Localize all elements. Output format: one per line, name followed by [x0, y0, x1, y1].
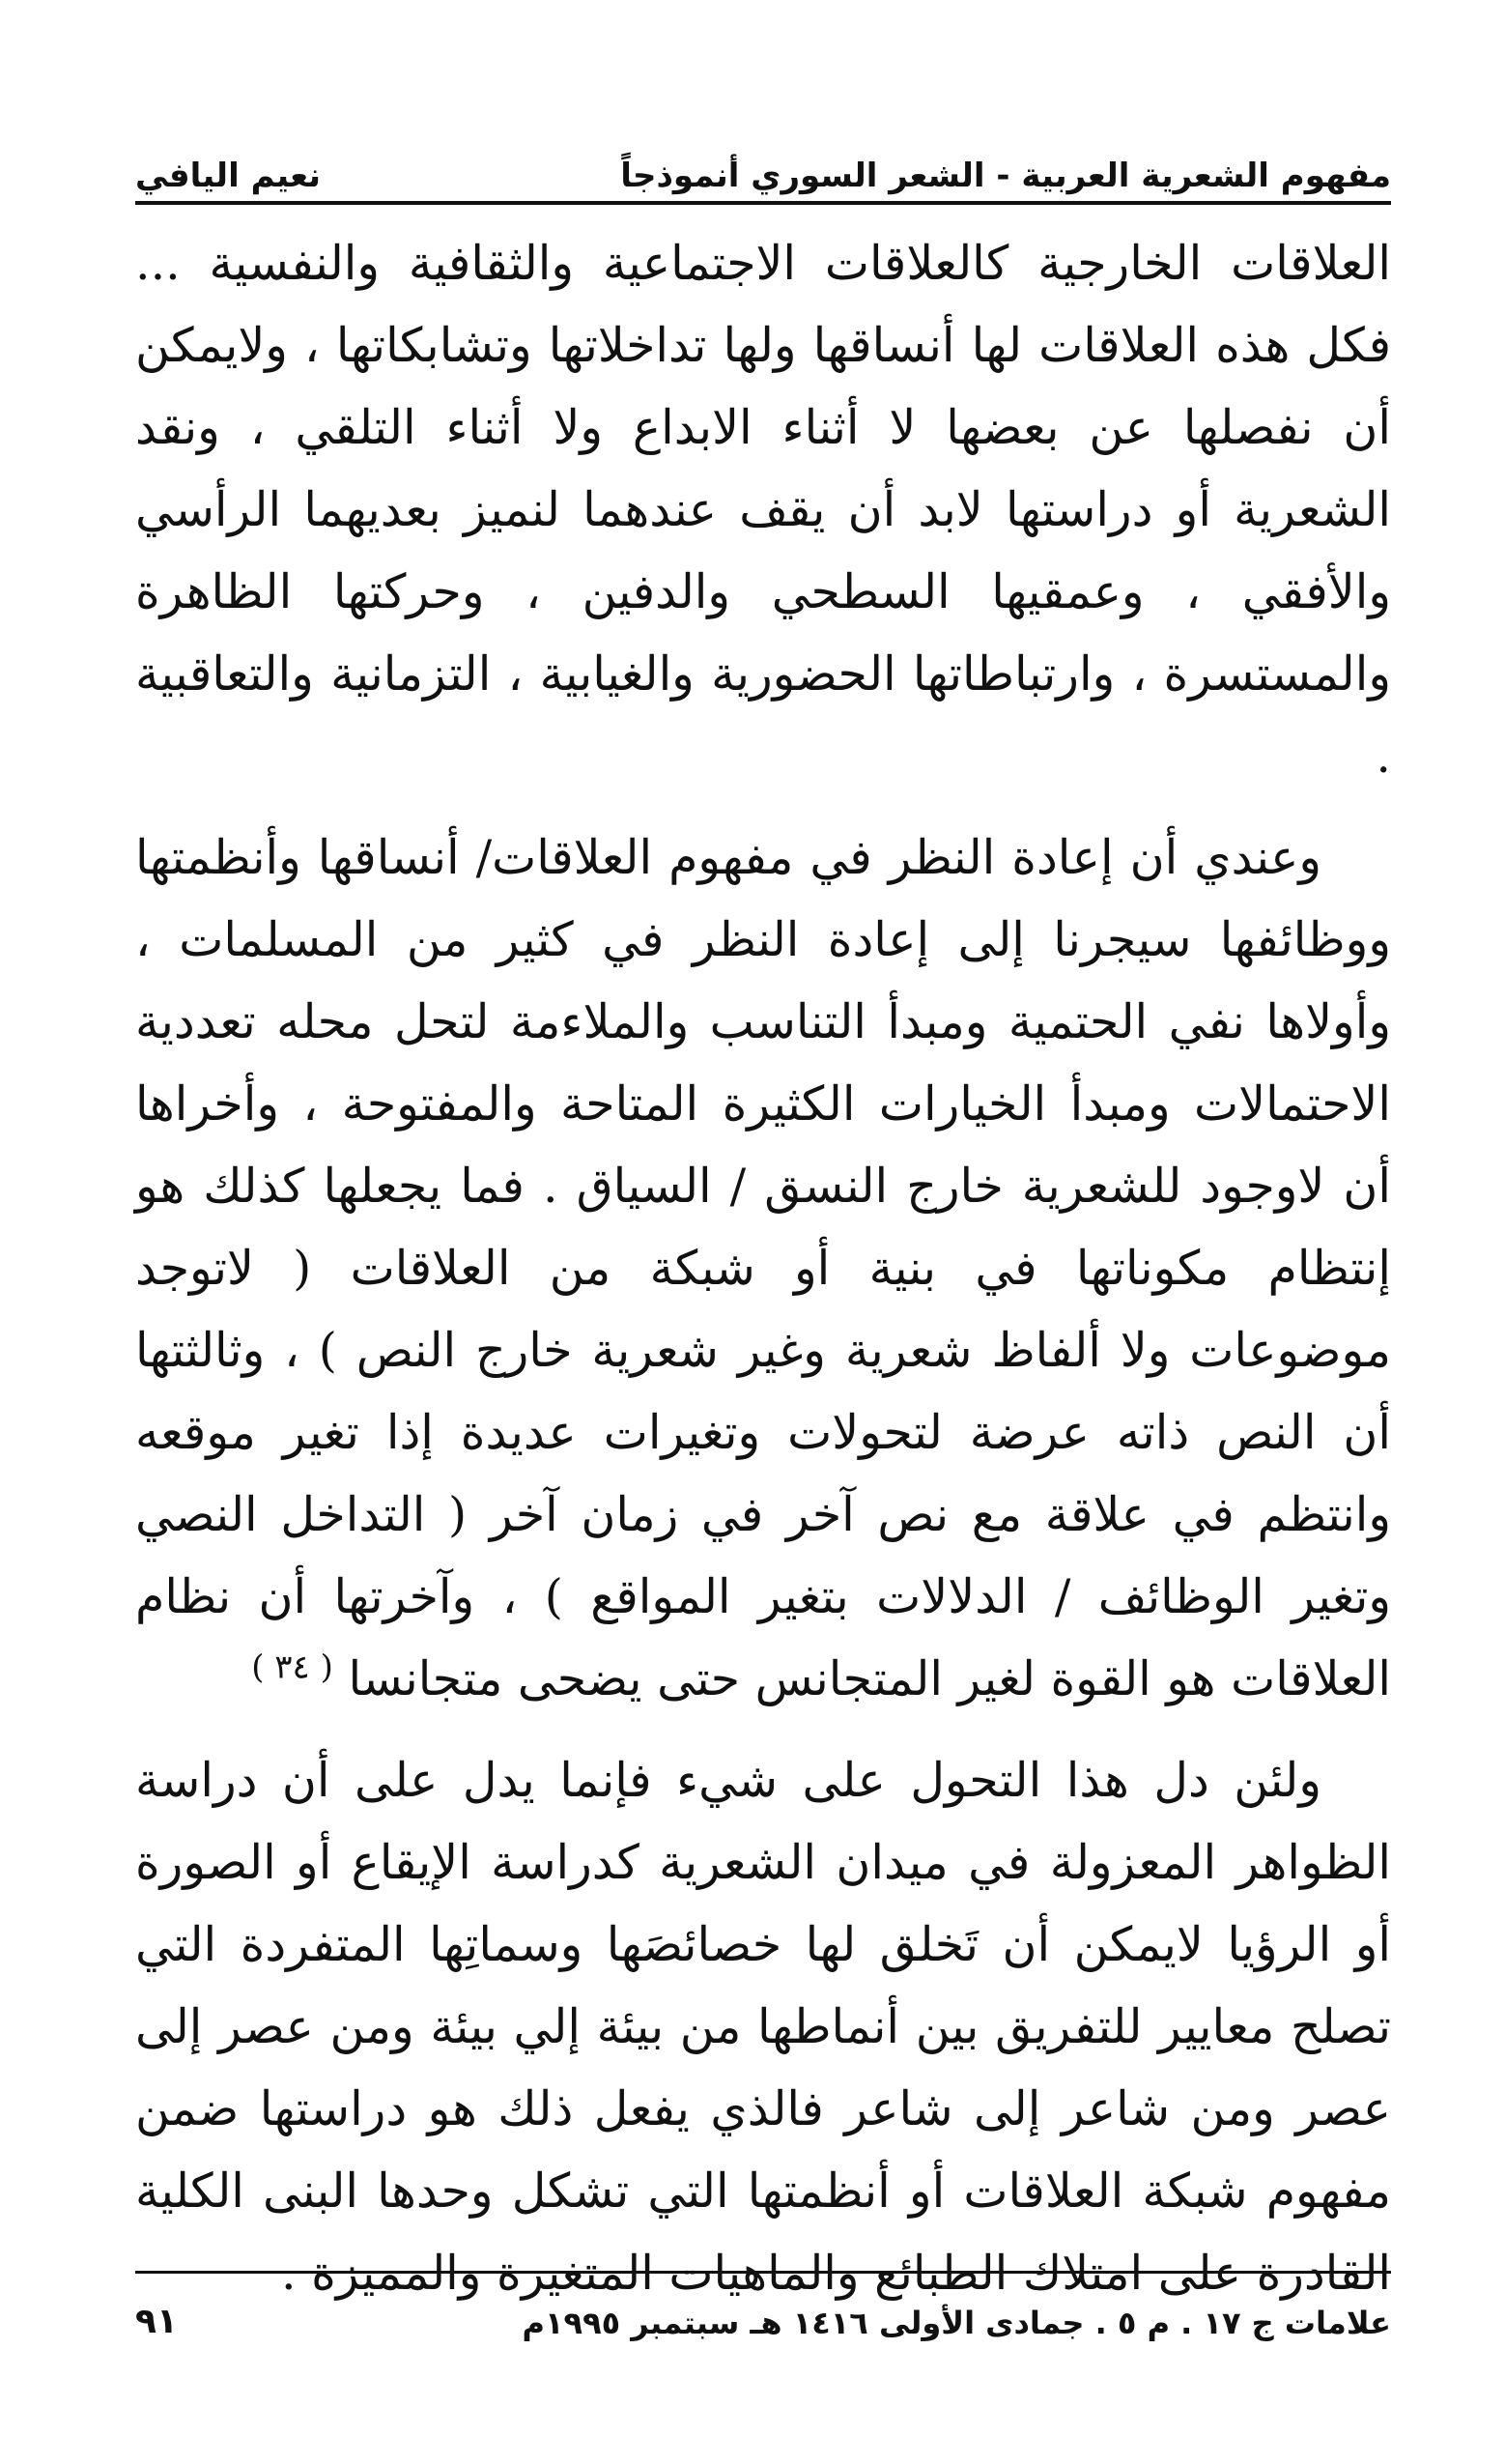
document-page: [135, 126, 1391, 2348]
paragraph-1: [135, 222, 1391, 797]
header-title: مفهوم الشعرية العربية - الشعر السوري أنموذجاً: [620, 157, 1391, 195]
paragraph-3-text: ولئن دل هذا التحول على شيء فإنما يدل على أن دراسة الظواهر المعزولة في ميدان الشعرية كدراسة الإيقاع أو الصورة أو الرؤيا لايمكن أن تَخلق لها خصائصَها وسماتِها المتفردة التي تصلح معايير للتفريق بين أنماطها من بيئة إلي بيئة ومن عصر إلى عصر ومن شاعر إلى شاعر فالذي يفعل ذلك هو دراستها ضمن مفهوم شبكة العلاقات أو أنظمتها التي تشكل وحدها البنى الكلية القادرة على امتلاك الطبائع والماهيات المتغيرة والمميزة .: [135, 1753, 1391, 2301]
paragraph-3: [135, 1739, 1391, 2314]
footnote-reference: ( ٣٤ ): [251, 1647, 333, 1687]
body-text: [135, 222, 1391, 2314]
paragraph-1-text: العلاقات الخارجية كالعلاقات الاجتماعية والثقافية والنفسية ... فكل هذه العلاقات لها أنساقها ولها تداخلاتها وتشابكاتها ، ولايمكن أن نفصلها عن بعضها لا أثناء الابداع ولا أثناء التلقي ، ونقد الشعرية أو دراستها لابد أن يقف عندهما لنميز بعديهما الرأسي والأفقي ، وعمقيها السطحي والدفين ، وحركتها الظاهرة والمستسرة ، وارتباطاتها الحضورية والغيابية ، التزمانية والتعاقبية .: [135, 236, 1391, 784]
paragraph-2: [135, 817, 1391, 1720]
page-number: ٩١: [135, 2302, 178, 2341]
running-footer: [135, 2271, 1391, 2341]
paragraph-2-text: وعندي أن إعادة النظر في مفهوم العلاقات/ أنساقها وأنظمتها ووظائفها سيجرنا إلى إعادة النظر في كثير من المسلمات ، وأولاها نفي الحتمية ومبدأ التناسب والملاءمة لتحل محله تعددية الاحتمالات ومبدأ الخيارات الكثيرة المتاحة والمفتوحة ، وأخراها أن لاوجود للشعرية خارج النسق / السياق . فما يجعلها كذلك هو إنتظام مكوناتها في بنية أو شبكة من العلاقات ( لاتوجد موضوعات ولا ألفاظ شعرية وغير شعرية خارج النص ) ، وثالثتها أن النص ذاته عرضة لتحولات وتغيرات عديدة إذا تغير موقعه وانتظم في علاقة مع نص آخر في زمان آخر ( التداخل النصي وتغير الوظائف / الدلالات بتغير المواقع ) ، وآخرتها أن نظام العلاقات هو القوة لغير المتجانس حتى يضحى متجانسا: [135, 830, 1391, 1706]
header-author: نعيم اليافي: [135, 157, 322, 195]
journal-info: علامات ج ١٧ . م ٥ . جمادى الأولى ١٤١٦ هـ سبتمبر ١٩٩٥م: [522, 2305, 1391, 2341]
running-header: [135, 126, 1391, 205]
